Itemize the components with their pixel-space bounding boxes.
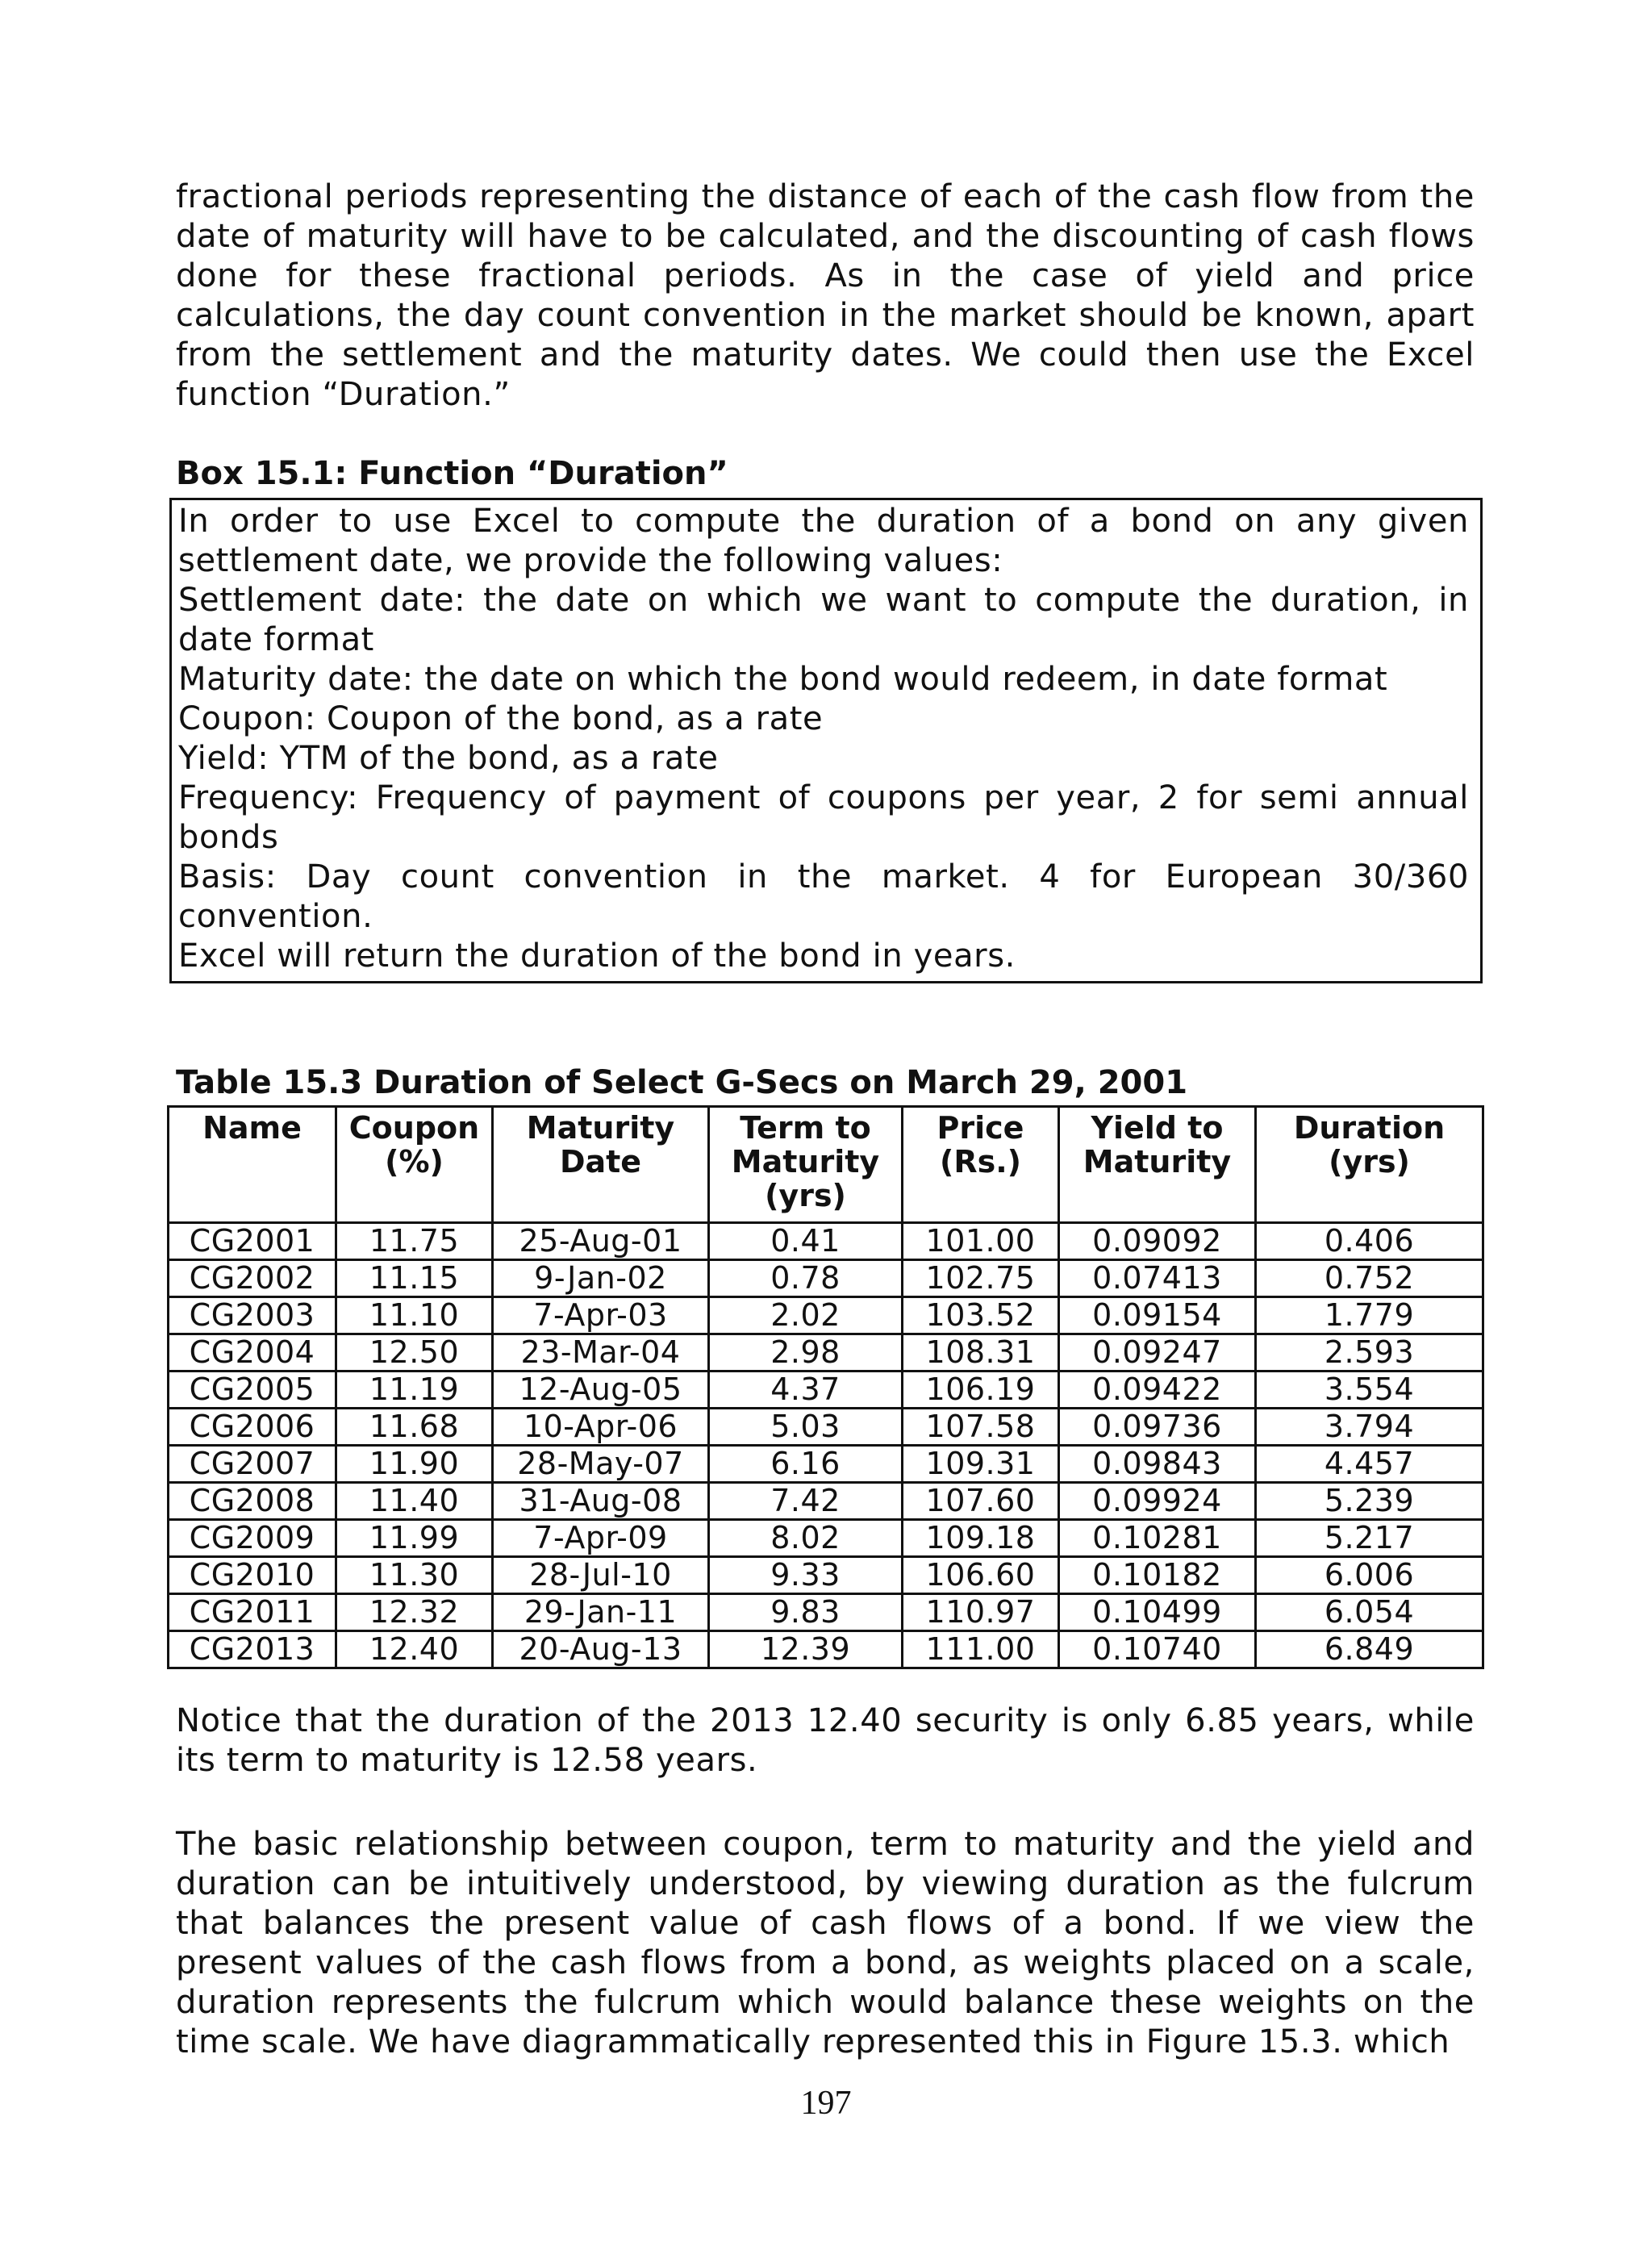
cell-maturity-date: 10-Apr-06 [493,1409,709,1446]
cell-maturity-date: 7-Apr-09 [493,1520,709,1557]
cell-term: 2.98 [709,1334,903,1372]
cell-term: 9.83 [709,1594,903,1631]
header-term-to-maturity: Term to Maturity (yrs) [709,1107,903,1223]
cell-coupon: 11.40 [336,1483,493,1520]
cell-duration: 5.217 [1256,1520,1483,1557]
cell-duration: 3.554 [1256,1372,1483,1409]
header-coupon: Coupon (%) [336,1107,493,1223]
cell-price: 110.97 [903,1594,1059,1631]
cell-coupon: 11.10 [336,1297,493,1334]
cell-ytm: 0.09736 [1059,1409,1256,1446]
cell-name: CG2010 [169,1557,336,1594]
cell-name: CG2007 [169,1446,336,1483]
cell-coupon: 11.90 [336,1446,493,1483]
box-line-settlement: Settlement date: the date on which we want to compute the duration, in date format [178,582,1469,658]
table-row [169,1334,1483,1372]
table-row [169,1409,1483,1446]
cell-term: 9.33 [709,1557,903,1594]
cell-coupon: 12.32 [336,1594,493,1631]
cell-term: 0.78 [709,1260,903,1297]
cell-ytm: 0.09092 [1059,1223,1256,1260]
cell-duration: 5.239 [1256,1483,1483,1520]
table-row [169,1483,1483,1520]
header-price: Price (Rs.) [903,1107,1059,1223]
cell-name: CG2006 [169,1409,336,1446]
table-row [169,1594,1483,1631]
cell-duration: 6.054 [1256,1594,1483,1631]
cell-maturity-date: 9-Jan-02 [493,1260,709,1297]
cell-ytm: 0.10182 [1059,1557,1256,1594]
notice-paragraph: Notice that the duration of the 2013 12.40 security is only 6.85 years, while its term to maturity is 12.58 years. [176,1702,1475,1779]
table-row [169,1297,1483,1334]
table-row [169,1631,1483,1668]
cell-coupon: 11.75 [336,1223,493,1260]
cell-term: 12.39 [709,1631,903,1668]
cell-maturity-date: 12-Aug-05 [493,1372,709,1409]
cell-duration: 1.779 [1256,1297,1483,1334]
table-header-row [169,1107,1483,1223]
cell-coupon: 11.15 [336,1260,493,1297]
cell-term: 5.03 [709,1409,903,1446]
cell-maturity-date: 7-Apr-03 [493,1297,709,1334]
cell-coupon: 12.40 [336,1631,493,1668]
cell-duration: 4.457 [1256,1446,1483,1483]
cell-maturity-date: 29-Jan-11 [493,1594,709,1631]
box-line-basis: Basis: Day count convention in the market. 4 for European 30/360 convention. [178,858,1469,935]
table-row [169,1372,1483,1409]
cell-maturity-date: 25-Aug-01 [493,1223,709,1260]
cell-maturity-date: 23-Mar-04 [493,1334,709,1372]
cell-name: CG2005 [169,1372,336,1409]
cell-term: 2.02 [709,1297,903,1334]
cell-term: 4.37 [709,1372,903,1409]
cell-maturity-date: 28-May-07 [493,1446,709,1483]
cell-price: 108.31 [903,1334,1059,1372]
cell-price: 106.60 [903,1557,1059,1594]
cell-ytm: 0.09924 [1059,1483,1256,1520]
box-line-maturity: Maturity date: the date on which the bond would redeem, in date format [178,661,1388,698]
gsec-duration-table [167,1105,1484,1669]
cell-name: CG2004 [169,1334,336,1372]
cell-ytm: 0.07413 [1059,1260,1256,1297]
cell-price: 103.52 [903,1297,1059,1334]
cell-name: CG2002 [169,1260,336,1297]
cell-maturity-date: 20-Aug-13 [493,1631,709,1668]
box-line-coupon: Coupon: Coupon of the bond, as a rate [178,700,824,737]
cell-coupon: 11.30 [336,1557,493,1594]
box-line-yield: Yield: YTM of the bond, as a rate [178,740,719,777]
cell-term: 7.42 [709,1483,903,1520]
cell-duration: 6.006 [1256,1557,1483,1594]
cell-price: 107.60 [903,1483,1059,1520]
header-name: Name [169,1107,336,1223]
cell-coupon: 11.19 [336,1372,493,1409]
cell-price: 106.19 [903,1372,1059,1409]
function-duration-box [169,498,1483,983]
cell-duration: 2.593 [1256,1334,1483,1372]
cell-coupon: 12.50 [336,1334,493,1372]
cell-ytm: 0.09247 [1059,1334,1256,1372]
page-number: 197 [800,2085,852,2122]
cell-name: CG2008 [169,1483,336,1520]
table-row [169,1260,1483,1297]
cell-term: 0.41 [709,1223,903,1260]
box-title: Box 15.1: Function “Duration” [176,455,728,492]
cell-name: CG2013 [169,1631,336,1668]
cell-duration: 0.406 [1256,1223,1483,1260]
cell-maturity-date: 31-Aug-08 [493,1483,709,1520]
cell-duration: 0.752 [1256,1260,1483,1297]
table-row [169,1557,1483,1594]
table-row [169,1223,1483,1260]
cell-name: CG2001 [169,1223,336,1260]
table-row [169,1520,1483,1557]
header-maturity-date: Maturity Date [493,1107,709,1223]
cell-term: 6.16 [709,1446,903,1483]
cell-name: CG2009 [169,1520,336,1557]
cell-coupon: 11.99 [336,1520,493,1557]
box-line-frequency: Frequency: Frequency of payment of coupons per year, 2 for semi annual bonds [178,779,1469,856]
box-line-return: Excel will return the duration of the bond in years. [178,937,1016,975]
cell-ytm: 0.09154 [1059,1297,1256,1334]
cell-duration: 6.849 [1256,1631,1483,1668]
header-duration: Duration (yrs) [1256,1107,1483,1223]
box-line-intro: In order to use Excel to compute the duration of a bond on any given settlement date, we provide the following values: [178,503,1469,579]
cell-name: CG2003 [169,1297,336,1334]
cell-price: 109.18 [903,1520,1059,1557]
cell-price: 107.58 [903,1409,1059,1446]
cell-price: 101.00 [903,1223,1059,1260]
cell-duration: 3.794 [1256,1409,1483,1446]
cell-maturity-date: 28-Jul-10 [493,1557,709,1594]
header-yield-to-maturity: Yield to Maturity [1059,1107,1256,1223]
cell-price: 102.75 [903,1260,1059,1297]
table-row [169,1446,1483,1483]
cell-price: 111.00 [903,1631,1059,1668]
cell-price: 109.31 [903,1446,1059,1483]
cell-coupon: 11.68 [336,1409,493,1446]
table-body [169,1223,1483,1668]
intro-paragraph: fractional periods representing the distance of each of the cash flow from the date of maturity will have to be calculated, and the discounting of cash flows done for these fractional periods. As in the case of yield and price calculations, the day count convention in the market should be known, apart from the settlement and the maturity dates. We could then use the Excel function “Duration.” [176,178,1475,413]
cell-ytm: 0.10740 [1059,1631,1256,1668]
cell-term: 8.02 [709,1520,903,1557]
relationship-paragraph: The basic relationship between coupon, term to maturity and the yield and duration can be intuitively understood, by viewing duration as the fulcrum that balances the present value of cash flows of a bond. If we view the present values of the cash flows from a bond, as weights placed on a scale, duration represents the fulcrum which would balance these weights on the time scale. We have diagrammatically represented this in Figure 15.3. which [176,1826,1475,2060]
cell-name: CG2011 [169,1594,336,1631]
cell-ytm: 0.09843 [1059,1446,1256,1483]
cell-ytm: 0.10499 [1059,1594,1256,1631]
cell-ytm: 0.10281 [1059,1520,1256,1557]
cell-ytm: 0.09422 [1059,1372,1256,1409]
table-title: Table 15.3 Duration of Select G-Secs on March 29, 2001 [176,1064,1188,1101]
